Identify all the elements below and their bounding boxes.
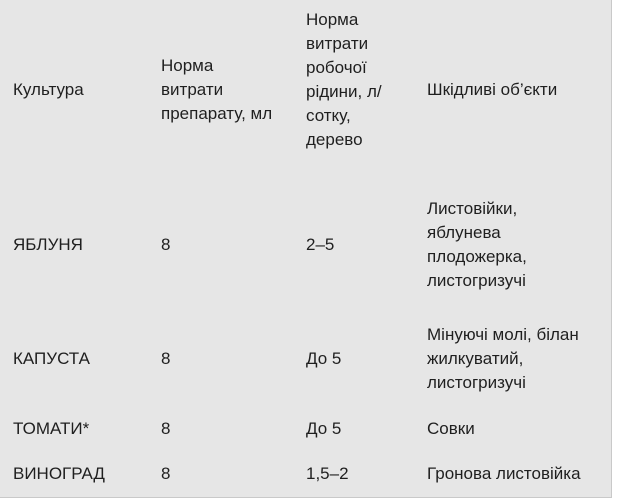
cell-product-rate: 8 xyxy=(161,463,171,483)
cell-product-rate: 8 xyxy=(161,235,171,254)
cell-pests: Совки xyxy=(427,418,475,438)
cell-product-rate: 8 xyxy=(161,348,171,368)
table-row xyxy=(0,407,611,450)
cell-culture: КАПУСТА xyxy=(13,348,90,368)
cell-liquid-rate: 2–5 xyxy=(306,235,335,254)
table-row xyxy=(0,450,611,497)
table-header-row xyxy=(0,0,611,180)
cell-liquid-rate: До 5 xyxy=(306,348,342,368)
cell-culture: ВИНОГРАД xyxy=(13,463,105,483)
cell-liquid-rate: До 5 xyxy=(306,418,342,438)
header-liquid-rate: Норма витрати робочої рідини, л/ сотку, дерево xyxy=(306,10,382,149)
cell-liquid-rate: 1,5–2 xyxy=(306,463,349,483)
header-pests: Шкідливі об’єкти xyxy=(427,80,558,99)
cell-pests: Листовійки, яблунева плодожерка, листогризучі xyxy=(427,199,527,290)
table-row xyxy=(0,180,611,310)
header-product-rate: Норма витрати препарату, мл xyxy=(161,56,273,123)
cell-pests: Гронова листовійка xyxy=(427,463,581,483)
cell-pests: Мінуючі молі, білан жилкуватий, листогризучі xyxy=(427,324,579,392)
table-row xyxy=(0,310,611,407)
cell-product-rate: 8 xyxy=(161,418,171,438)
header-culture: Культура xyxy=(13,80,84,99)
cell-culture: ЯБЛУНЯ xyxy=(13,235,83,254)
cell-culture: ТОМАТИ* xyxy=(13,418,90,438)
